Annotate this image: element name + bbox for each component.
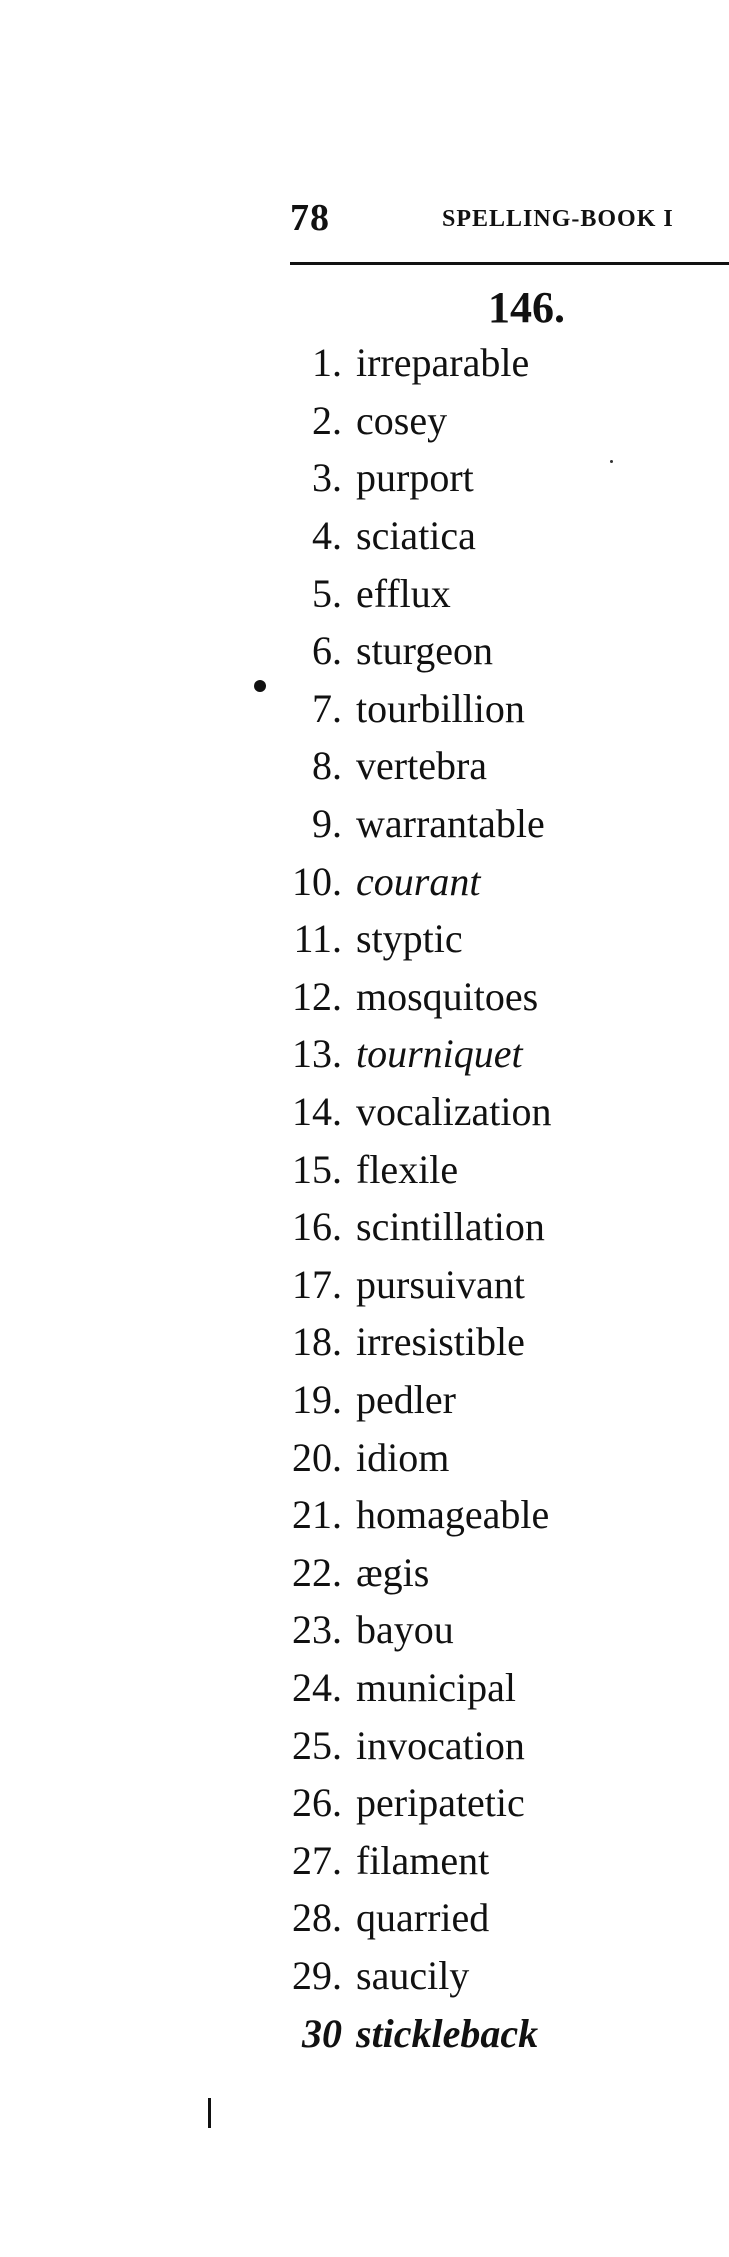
word-text: ægis <box>356 1549 430 1595</box>
word-number: 18. <box>292 1319 342 1365</box>
word-number: 19. <box>292 1376 342 1422</box>
word-row <box>240 2004 551 2062</box>
word-text: sturgeon <box>356 628 494 674</box>
word-number: 25. <box>292 1722 342 1768</box>
word-number: 30 <box>302 2010 342 2056</box>
word-row <box>240 680 551 738</box>
word-text: mosquitoes <box>356 973 539 1019</box>
word-number: 20. <box>292 1434 342 1480</box>
word-number: 15. <box>292 1146 342 1192</box>
word-row <box>240 1659 551 1717</box>
word-row <box>240 1313 551 1371</box>
word-number: 5. <box>312 570 342 616</box>
word-number: 7. <box>312 685 342 731</box>
word-text: stickleback <box>356 2010 539 2056</box>
word-row <box>240 1198 551 1256</box>
word-text: homageable <box>356 1492 550 1538</box>
word-number: 23. <box>292 1607 342 1653</box>
word-row <box>240 1025 551 1083</box>
word-number: 14. <box>292 1089 342 1135</box>
word-row <box>240 1083 551 1141</box>
word-row <box>240 334 551 392</box>
page-number: 78 <box>290 197 330 239</box>
lesson-number: 146. <box>488 283 565 332</box>
word-row <box>240 449 551 507</box>
word-row <box>240 1601 551 1659</box>
word-number: 13. <box>292 1031 342 1077</box>
word-row <box>240 1371 551 1429</box>
word-number: 2. <box>312 397 342 443</box>
word-text: flexile <box>356 1146 459 1192</box>
word-text: filament <box>356 1837 490 1883</box>
word-text: warrantable <box>356 801 545 847</box>
word-number: 17. <box>292 1261 342 1307</box>
word-number: 3. <box>312 455 342 501</box>
word-row <box>240 852 551 910</box>
word-number: 24. <box>292 1664 342 1710</box>
word-number: 4. <box>312 513 342 559</box>
word-row <box>240 622 551 680</box>
word-text: scintillation <box>356 1204 545 1250</box>
word-text: purport <box>356 455 474 501</box>
word-row <box>240 1256 551 1314</box>
page-header <box>290 196 729 256</box>
word-row <box>240 1774 551 1832</box>
word-text: bayou <box>356 1607 454 1653</box>
word-text: tourbillion <box>356 685 525 731</box>
word-text: municipal <box>356 1664 516 1710</box>
word-number: 28. <box>292 1895 342 1941</box>
word-text: irreparable <box>356 340 530 386</box>
word-text: styptic <box>356 916 463 962</box>
word-row <box>240 1543 551 1601</box>
word-row <box>240 564 551 622</box>
ink-speck <box>610 460 613 463</box>
word-row <box>240 1716 551 1774</box>
word-number: 27. <box>292 1837 342 1883</box>
word-row <box>240 910 551 968</box>
word-number: 21. <box>292 1492 342 1538</box>
word-row <box>240 737 551 795</box>
word-text: invocation <box>356 1722 525 1768</box>
word-row <box>240 507 551 565</box>
word-row <box>240 1140 551 1198</box>
margin-tick-mark <box>208 2098 211 2128</box>
word-number: 8. <box>312 743 342 789</box>
word-text: pedler <box>356 1376 456 1422</box>
word-row <box>240 968 551 1026</box>
word-number: 12. <box>292 973 342 1019</box>
word-number: 26. <box>292 1780 342 1826</box>
word-row <box>240 795 551 853</box>
word-text: courant <box>356 858 481 904</box>
word-number: 9. <box>312 801 342 847</box>
word-text: efflux <box>356 570 451 616</box>
word-text: sciatica <box>356 513 476 559</box>
word-number: 22. <box>292 1549 342 1595</box>
word-row <box>240 1831 551 1889</box>
running-head: SPELLING-BOOK I <box>442 206 674 232</box>
word-text: peripatetic <box>356 1780 525 1826</box>
word-number: 10. <box>292 858 342 904</box>
word-text: idiom <box>356 1434 450 1480</box>
word-number: 1. <box>312 340 342 386</box>
word-number: 29. <box>292 1952 342 1998</box>
word-row <box>240 1486 551 1544</box>
word-text: irresistible <box>356 1319 525 1365</box>
word-text: cosey <box>356 397 448 443</box>
word-text: tourniquet <box>356 1031 523 1077</box>
word-text: pursuivant <box>356 1261 525 1307</box>
ink-dot-mark <box>254 680 266 692</box>
word-row <box>240 1947 551 2005</box>
word-text: vertebra <box>356 743 488 789</box>
word-row <box>240 1428 551 1486</box>
word-row <box>240 1889 551 1947</box>
word-text: vocalization <box>356 1089 552 1135</box>
word-number: 16. <box>292 1204 342 1250</box>
word-number: 11. <box>293 916 342 962</box>
word-number: 6. <box>312 628 342 674</box>
word-text: quarried <box>356 1895 490 1941</box>
word-row <box>240 392 551 450</box>
header-rule <box>296 262 729 265</box>
word-list <box>240 334 551 2062</box>
word-text: saucily <box>356 1952 470 1998</box>
